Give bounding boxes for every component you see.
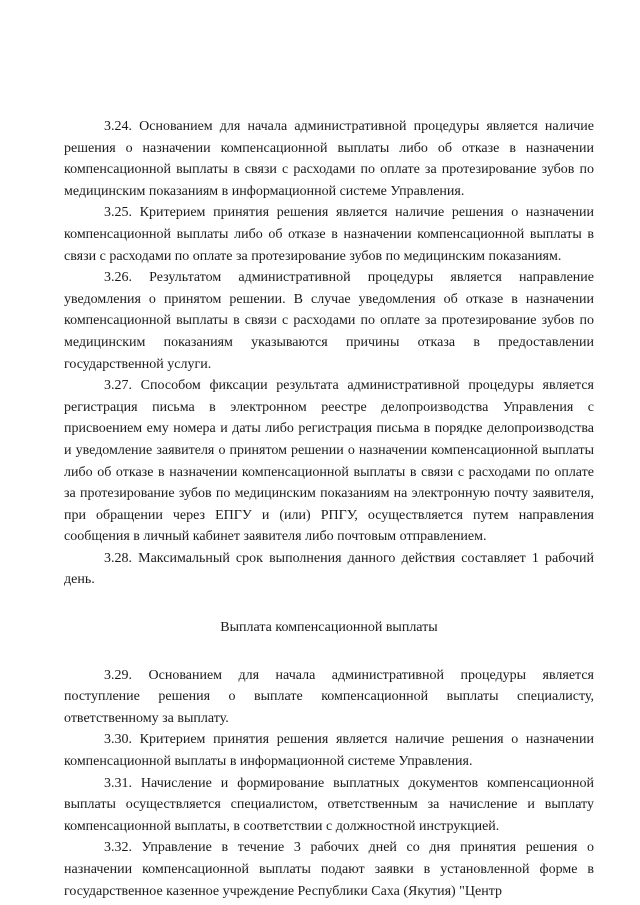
- paragraph-3-24: 3.24. Основанием для начала административной процедуры является наличие решения о назначении компенсационной выплаты либо об отказе в назначении компенсационной выплаты в связи с расходами по оплате за протезирование зубов по медицинским показаниям в информационной системе Управления.: [64, 119, 594, 199]
- paragraph-3-27: 3.27. Способом фиксации результата административной процедуры является регистрация письма в электронном реестре делопроизводства Управления с присвоением ему номера и даты либо регистрация письма в порядке делопроизводства и уведомление заявителя о принятом решении о назначении компенсационной выплаты либо об отказе в назначении компенсационной выплаты в связи с расходами по оплате за протезирование зубов по медицинским показаниям на электронную почту заявителя, при обращении через ЕПГУ и (или) РПГУ, осуществляется путем направления сообщения в личный кабинет заявителя либо почтовым отправлением.: [64, 378, 594, 545]
- paragraph-3-29: 3.29. Основанием для начала административной процедуры является поступление решения о выплате компенсационной выплаты специалисту, ответственному за выплату.: [64, 667, 594, 726]
- section-heading: Выплата компенсационной выплаты: [220, 620, 438, 636]
- paragraph-3-25: 3.25. Критерием принятия решения является наличие решения о назначении компенсационной выплаты либо об отказе в назначении компенсационной выплаты в связи с расходами по оплате за протезирование зубов по медицинским показаниям.: [64, 205, 594, 264]
- paragraph-3-28: 3.28. Максимальный срок выполнения данного действия составляет 1 рабочий день.: [64, 550, 594, 588]
- document-body: [64, 116, 594, 902]
- paragraph-3-31: 3.31. Начисление и формирование выплатных документов компенсационной выплаты осуществляется специалистом, ответственным за начисление и выплату компенсационной выплаты, в соответствии с должностной инструкцией.: [64, 775, 594, 834]
- paragraph-3-32: 3.32. Управление в течение 3 рабочих дней со дня принятия решения о назначении компенсационной выплаты подают заявки в установленной форме в государственное казенное учреждение Республики Саха (Якутия) "Центр: [64, 840, 594, 899]
- paragraph-3-26: 3.26. Результатом административной процедуры является направление уведомления о принятом решении. В случае уведомления об отказе в назначении компенсационной выплаты в связи с расходами по оплате за протезирование зубов по медицинским показаниям указываются причины отказа в предоставлении государственной услуги.: [64, 270, 594, 372]
- paragraph-3-30: 3.30. Критерием принятия решения является наличие решения о назначении компенсационной выплаты в информационной системе Управления.: [64, 732, 594, 770]
